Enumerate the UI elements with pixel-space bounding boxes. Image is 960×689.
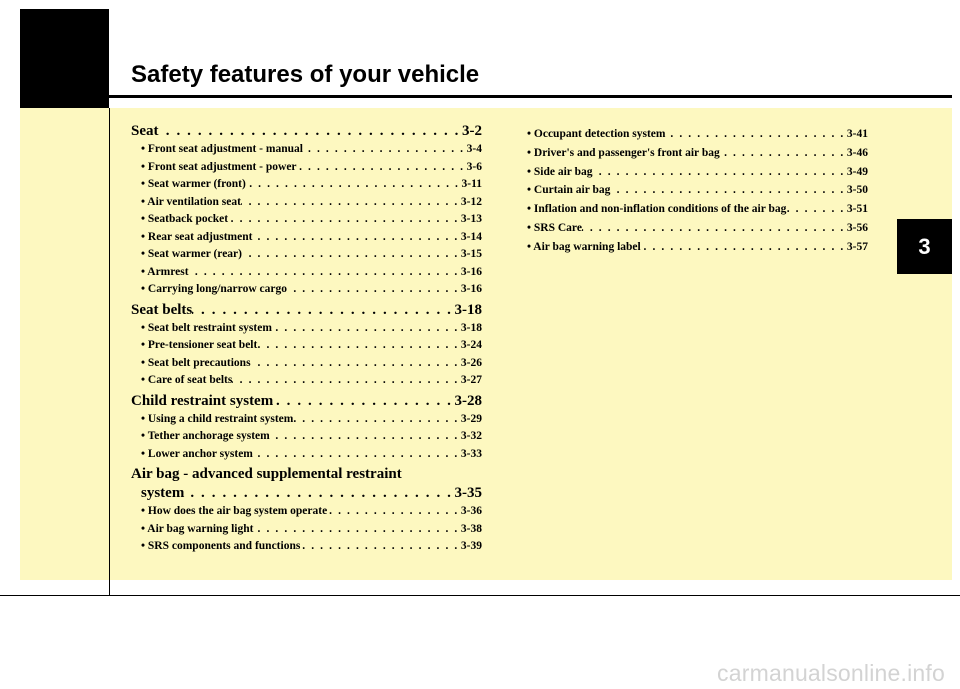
toc-section-title: Seat [131,123,159,139]
toc-item-page: 3-49 [846,165,868,178]
toc-item[interactable] [131,229,482,247]
toc-item-label: • Lower anchor system [141,447,253,460]
leader-dots [252,229,460,247]
toc-section-title-line2: system [141,485,185,501]
toc-page-number: 3-2 [462,123,482,139]
toc-item-page: 3-50 [846,184,868,197]
toc-item-page: 3-39 [460,540,482,552]
toc-item[interactable] [131,337,482,355]
toc-item-page: 3-15 [460,248,482,260]
leader-dots [272,320,461,338]
toc-item-page: 3-38 [460,522,482,535]
leader-dots [242,246,461,264]
toc-airbag-items-right [527,125,868,257]
toc-item-label: • Tether anchorage system [141,430,270,442]
page-title: Safety features of your vehicle [131,61,480,88]
toc-child-items [131,411,482,464]
toc-item[interactable] [131,194,482,212]
toc-item-page: 3-33 [460,447,482,460]
toc-item-page: 3-32 [460,430,482,442]
leader-dots [253,446,461,464]
toc-item-page: 3-13 [460,213,482,225]
toc-item-label: • Seat warmer (rear) [141,248,242,260]
toc-item-page: 3-56 [846,221,868,234]
toc-item-page: 3-6 [466,160,482,173]
toc-item-label: • Armrest [141,265,189,278]
leader-dots [582,219,847,238]
leader-dots [293,411,461,429]
toc-item-page: 3-27 [460,374,482,386]
toc-item[interactable] [527,181,868,200]
toc-item-label: • Air ventilation seat [141,195,241,208]
toc-item-label: • Inflation and non-inflation conditions of the air bag [527,203,787,216]
leader-dots [189,264,461,282]
toc-item[interactable] [131,521,482,539]
toc-item-page: 3-11 [461,178,482,190]
toc-item[interactable] [131,538,482,556]
toc-item[interactable] [131,446,482,464]
leader-dots [184,484,454,503]
toc-item[interactable] [131,211,482,229]
leader-dots [251,355,461,373]
toc-item-page: 3-26 [460,356,482,369]
leader-dots [327,503,461,521]
toc-section-title-cont [131,484,482,503]
leader-dots [257,337,461,355]
toc-page-number: 3-28 [454,392,482,409]
toc-section-seat[interactable] [131,122,482,141]
toc-item[interactable] [131,246,482,264]
toc-item[interactable] [527,200,868,219]
toc-item-page: 3-24 [460,339,482,351]
leader-dots [297,159,467,177]
leader-dots [300,538,461,556]
toc-item-page: 3-14 [460,230,482,243]
toc-item[interactable] [131,264,482,282]
footer-divider [0,595,960,596]
toc-item[interactable] [527,144,868,163]
toc-item-label: • Curtain air bag [527,184,611,197]
toc-item-page: 3-12 [460,195,482,208]
toc-item-page: 3-4 [466,143,482,155]
title-underline [109,95,952,98]
leader-dots [253,521,460,539]
toc-item-label: • Care of seat belts [141,374,233,386]
toc-section-air-bag[interactable] [131,465,482,503]
toc-item[interactable] [527,219,868,238]
margin-divider [109,108,110,596]
toc-item-page: 3-57 [846,240,868,253]
leader-dots [641,238,847,257]
toc-item[interactable] [131,281,482,299]
toc-item[interactable] [131,372,482,390]
toc-item-page: 3-16 [460,283,482,295]
leader-dots [159,122,463,141]
toc-item-page: 3-29 [460,412,482,425]
toc-seat-items [131,141,482,299]
leader-dots [287,281,461,299]
toc-airbag-items-left [131,503,482,556]
leader-dots [666,125,847,144]
toc-page-number: 3-35 [454,485,482,501]
toc-item[interactable] [131,355,482,373]
toc-section-title: Child restraint system [131,392,274,409]
toc-item-label: • Air bag warning label [527,240,641,253]
watermark: carmanualsonline.info [717,660,945,686]
toc-item-label: • Using a child restraint system [141,412,294,425]
toc-item-label: • Front seat adjustment - manual [141,143,303,155]
leader-dots [592,163,846,182]
leader-dots [241,194,461,212]
toc-item-label: • Driver's and passenger's front air bag [527,146,720,159]
toc-belts-items [131,320,482,390]
toc-section-seat-belts[interactable] [131,301,482,320]
toc-item-label: • Occupant detection system [527,128,666,140]
toc-item-label: • SRS components and functions [141,540,301,552]
leader-dots [192,301,454,320]
toc-item-page: 3-46 [846,146,868,159]
toc-item[interactable] [131,411,482,429]
toc-item-label: • Seat belt restraint system [141,321,272,334]
toc-item[interactable] [131,141,482,159]
chapter-tab[interactable]: 3 [897,219,952,274]
leader-dots [303,141,467,159]
toc-item-label: • Rear seat adjustment [141,230,253,243]
toc-item-page: 3-41 [846,128,868,140]
toc-item[interactable] [131,320,482,338]
toc-item[interactable] [527,163,868,182]
toc-item-label: • Seat belt precautions [141,356,251,369]
toc-item-page: 3-51 [846,203,868,216]
toc-item[interactable] [131,159,482,177]
toc-section-title: Seat belts [131,301,193,318]
toc-item-label: • Side air bag [527,165,593,178]
toc-item-label: • SRS Care [527,221,582,234]
toc-page-number: 3-18 [454,301,482,318]
toc-item-page: 3-36 [460,505,482,517]
toc-section-title: Air bag - advanced supplemental restraint [131,466,402,482]
toc-item-label: • How does the air bag system operate [141,505,328,517]
toc-item[interactable] [131,503,482,521]
leader-dots [610,181,847,200]
leader-dots [720,144,847,163]
chapter-header-block [20,9,109,108]
leader-dots [232,372,461,390]
leader-dots [228,211,461,229]
toc-item-label: • Carrying long/narrow cargo [141,283,287,295]
leader-dots [246,176,462,194]
toc-item-label: • Front seat adjustment - power [141,160,297,173]
toc-left-column [131,122,482,556]
toc-item-label: • Seatback pocket [141,213,229,225]
toc-item-label: • Pre-tensioner seat belt [141,339,258,351]
toc-section-child-restraint[interactable] [131,392,482,411]
toc-right-column [527,125,868,257]
leader-dots [786,200,846,219]
toc-item-label: • Air bag warning light [141,522,254,535]
toc-item[interactable] [131,428,482,446]
toc-item[interactable] [527,125,868,144]
toc-item[interactable] [527,238,868,257]
leader-dots [270,428,461,446]
toc-item[interactable] [131,176,482,194]
leader-dots [273,392,454,411]
toc-item-label: • Seat warmer (front) [141,178,246,190]
toc-item-page: 3-16 [460,265,482,278]
toc-item-page: 3-18 [460,321,482,334]
